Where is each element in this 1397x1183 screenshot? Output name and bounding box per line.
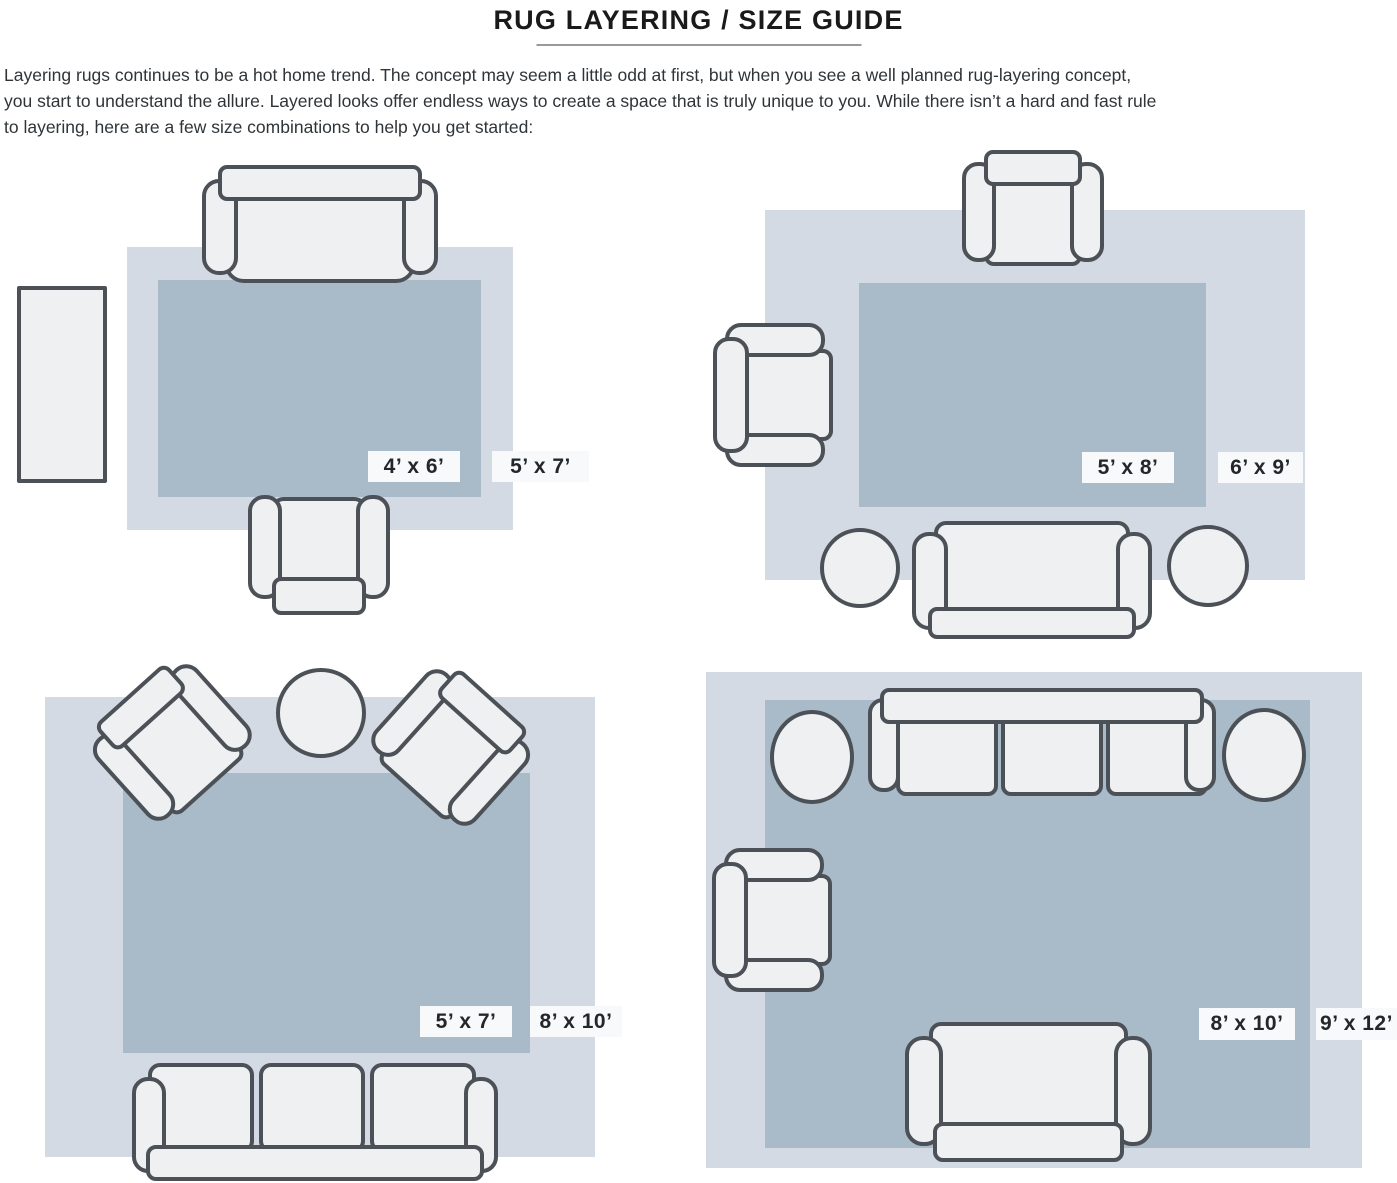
armchair-bottom	[248, 495, 390, 615]
armchair-back-cushion	[984, 150, 1082, 186]
loveseat-bottom	[905, 1022, 1152, 1162]
armchair-seat	[741, 349, 833, 441]
armchair-back-cushion	[272, 577, 366, 615]
sofa-back-cushion	[218, 165, 422, 201]
sofa-bottom	[912, 521, 1152, 639]
round-side-table-left	[770, 710, 854, 804]
armchair-left	[712, 848, 832, 992]
intro-line-1: Layering rugs continues to be a hot home trend. The concept may seem a little odd at first, but when you see a well planned rug-layering concept,	[4, 65, 1132, 85]
sofa-back-cushion	[880, 688, 1204, 724]
outer-rug-size-label: 6’ x 9’	[1218, 452, 1303, 483]
sofa-seat	[934, 521, 1130, 613]
sofa-cushion-middle	[259, 1063, 365, 1153]
inner-rug-size-label: 5’ x 7’	[420, 1006, 512, 1037]
outer-rug-size-label: 5’ x 7’	[492, 451, 589, 482]
armchair-seat	[740, 874, 832, 966]
armchair-seat	[984, 178, 1082, 266]
armchair-top	[962, 150, 1104, 268]
intro-line-2: you start to understand the allure. Layered looks offer endless ways to create a space that is truly unique to you. While there isn’t a hard and fast rule	[4, 91, 1157, 111]
loveseat-seat	[929, 1022, 1128, 1134]
page-title: RUG LAYERING / SIZE GUIDE	[493, 5, 904, 35]
round-side-table-right	[1167, 525, 1249, 607]
outer-rug-size-label: 9’ x 12’	[1316, 1008, 1397, 1040]
round-table	[276, 668, 366, 758]
loveseat-back-cushion	[933, 1122, 1124, 1162]
intro-line-3: to layering, here are a few size combinations to help you get started:	[4, 117, 534, 137]
three-seat-sofa-top	[868, 688, 1216, 800]
round-side-table-left	[820, 528, 900, 608]
inner-rug-size-label: 8’ x 10’	[1199, 1008, 1295, 1040]
armchair-back-cushion	[713, 337, 749, 453]
sofa-seat	[224, 193, 416, 283]
outer-rug-size-label: 8’ x 10’	[530, 1006, 622, 1037]
sofa-back-cushion	[928, 607, 1136, 639]
armchair-back-cushion	[712, 862, 748, 978]
sofa-cushion-middle	[1001, 714, 1103, 796]
inner-rug-size-label: 5’ x 8’	[1082, 452, 1174, 483]
sofa-cushion-right	[370, 1063, 476, 1153]
round-side-table-right	[1222, 708, 1306, 802]
three-seat-sofa	[132, 1063, 498, 1181]
armchair-left	[713, 323, 833, 467]
inner-rug-size-label: 4’ x 6’	[368, 451, 460, 482]
console-table	[17, 286, 107, 483]
sofa-cushion-left	[896, 714, 998, 796]
sofa-back-cushion	[146, 1145, 484, 1181]
sofa-top	[202, 165, 438, 283]
